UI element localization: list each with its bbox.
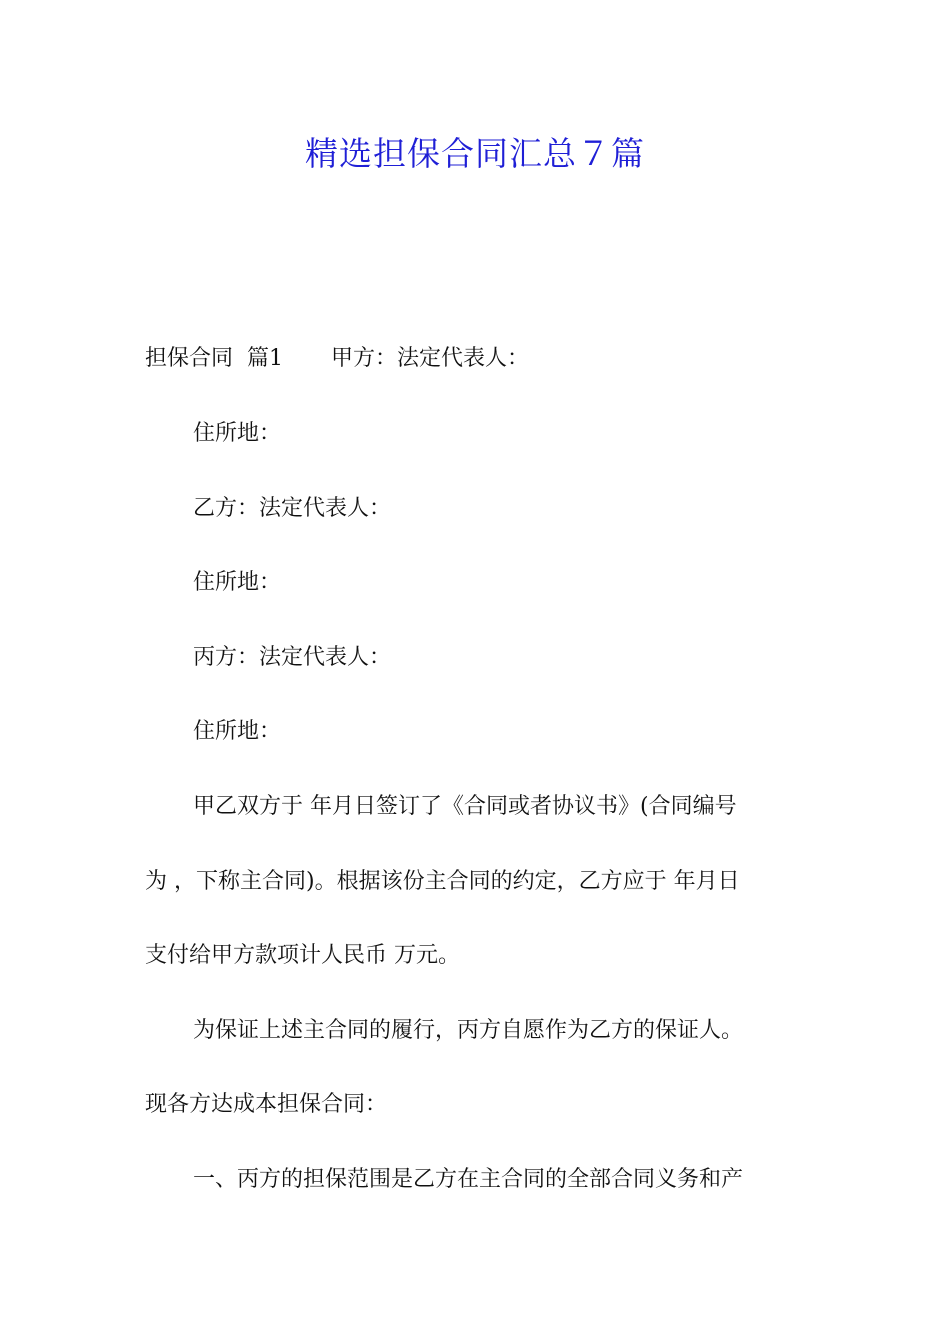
party-b-line: 乙方：法定代表人： (193, 496, 392, 521)
paragraph-1-line-2: 为 ，下称主合同)。根据该份主合同的约定，乙方应于 年月日 (145, 869, 740, 894)
section-number: 篇1 (247, 346, 284, 371)
party-c-line: 丙方：法定代表人： (193, 645, 392, 670)
paragraph-2-line-2: 现各方达成本担保合同： (145, 1092, 388, 1117)
paragraph-3-line-1: 一、丙方的担保范围是乙方在主合同的全部合同义务和产 (193, 1167, 744, 1192)
address-b-line: 住所地： (193, 570, 282, 595)
document-title: 精选担保合同汇总７篇 (305, 134, 645, 173)
address-c-line: 住所地： (193, 719, 282, 744)
paragraph-1-line-1: 甲乙双方于 年月日签订了《合同或者协议书》(合同编号 (193, 794, 737, 819)
address-a-line: 住所地： (193, 421, 282, 446)
section-label: 担保合同 (145, 346, 234, 371)
paragraph-2-line-1: 为保证上述主合同的履行，丙方自愿作为乙方的保证人。 (193, 1018, 744, 1043)
paragraph-1-line-3: 支付给甲方款项计人民币 万元。 (145, 943, 460, 968)
contract-heading-line (145, 344, 810, 374)
party-a-line: 甲方：法定代表人： (331, 346, 530, 371)
